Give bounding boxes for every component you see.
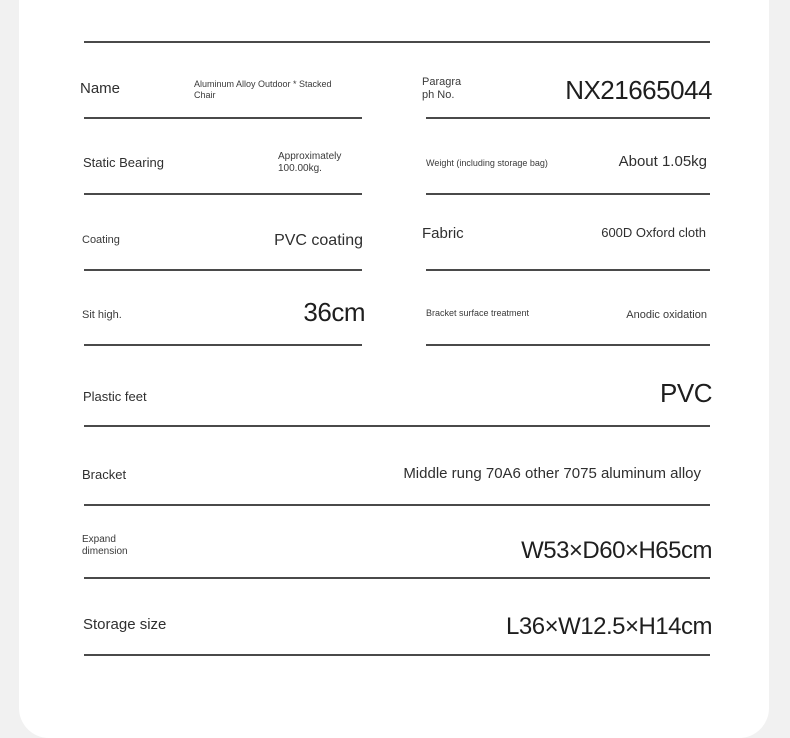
divider-row6: [84, 504, 710, 506]
static-bearing-value-line2: 100.00kg.: [278, 163, 322, 174]
divider-row1-left: [84, 117, 362, 119]
divider-row1-right: [426, 117, 710, 119]
storage-size-value: L36×W12.5×H14cm: [506, 613, 712, 640]
weight-value: About 1.05kg: [618, 153, 707, 170]
bracket-label: Bracket: [82, 467, 127, 482]
sit-high-label: Sit high.: [82, 309, 122, 321]
coating-value: PVC coating: [274, 232, 363, 249]
name-label: Name: [80, 80, 121, 97]
divider-row2-right: [426, 193, 710, 195]
expand-dimension-value: W53×D60×H65cm: [521, 537, 712, 564]
weight-label: Weight (including storage bag): [426, 158, 548, 168]
fabric-value: 600D Oxford cloth: [601, 225, 706, 240]
sit-high-value: 36cm: [303, 297, 365, 327]
divider-row8: [84, 654, 710, 656]
static-bearing-label: Static Bearing: [83, 155, 164, 170]
expand-dimension-label-line2: dimension: [82, 546, 128, 557]
bracket-surface-label: Bracket surface treatment: [426, 308, 530, 318]
divider-row5: [84, 425, 710, 427]
paragraph-no-label-line2: ph No.: [422, 89, 455, 101]
divider-row3-left: [84, 269, 362, 271]
paragraph-no-value: NX21665044: [565, 75, 712, 105]
storage-size-label: Storage size: [83, 616, 167, 633]
divider-top: [84, 41, 710, 43]
expand-dimension-label-line1: Expand: [82, 534, 116, 545]
name-value: Aluminum Alloy Outdoor * Stacked Chair: [194, 79, 332, 100]
paragraph-no-label-line1: Paragra: [422, 76, 462, 88]
divider-row7: [84, 577, 710, 579]
bracket-value: Middle rung 70A6 other 7075 aluminum alloy: [403, 465, 701, 482]
coating-label: Coating: [82, 234, 120, 246]
divider-row4-right: [426, 344, 710, 346]
static-bearing-value-line1: Approximately: [278, 151, 342, 162]
divider-row2-left: [84, 193, 362, 195]
plastic-feet-value: PVC: [660, 378, 712, 408]
divider-row4-left: [84, 344, 362, 346]
plastic-feet-label: Plastic feet: [83, 389, 147, 404]
fabric-label: Fabric: [422, 225, 464, 242]
divider-row3-right: [426, 269, 710, 271]
bracket-surface-value: Anodic oxidation: [626, 309, 707, 321]
